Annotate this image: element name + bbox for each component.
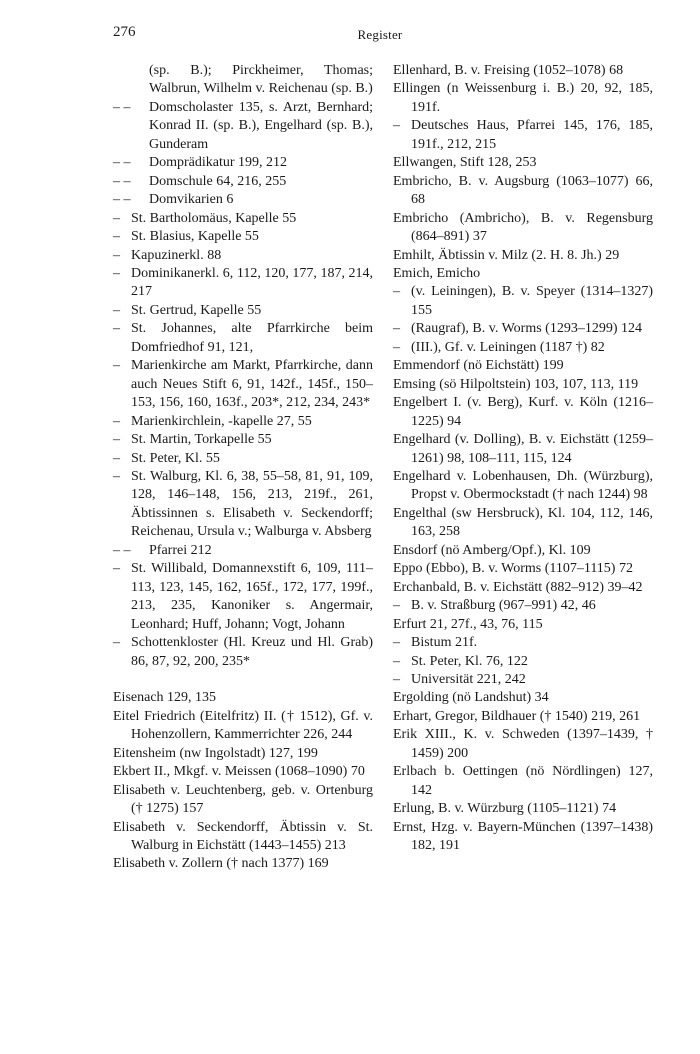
entry-dash: – xyxy=(113,229,120,245)
index-entry xyxy=(393,597,653,615)
entry-dash: – xyxy=(113,450,120,466)
index-entry xyxy=(393,431,653,468)
entry-text: Domschule 64, 216, 255 xyxy=(149,173,287,189)
entry-text: Schottenkloster (Hl. Kreuz und Hl. Grab) 86, 87, 92, 200, 235* xyxy=(131,635,373,669)
entry-text: Erhart, Gregor, Bildhauer († 1540) 219, 261 xyxy=(393,708,641,724)
index-entry xyxy=(393,357,653,375)
entry-dash: – xyxy=(393,118,400,134)
entry-text: Embricho (Ambricho), B. v. Regensburg (864–891) 37 xyxy=(393,210,653,245)
entry-text: Ernst, Hzg. v. Bayern-München (1397–1438) 182, 191 xyxy=(393,819,653,854)
entry-text: Erik XIII., K. v. Schweden (1397–1439, † 1459) 200 xyxy=(393,727,653,761)
entry-text: Erlbach b. Oettingen (nö Nördlingen) 127, 142 xyxy=(393,764,653,798)
entry-text: St. Willibald, Domannexstift 6, 109, 111–113, 123, 145, 162, 165f., 172, 177, 199f., 213, 235, Kanoniker s. Angermair, Leonhard; Huff, Johann; Vogt, Johann xyxy=(131,561,373,632)
entry-text: Engelbert I. (v. Berg), Kurf. v. Köln (1216–1225) 94 xyxy=(393,395,653,429)
index-entry xyxy=(393,505,653,542)
entry-text: Deutsches Haus, Pfarrei 145, 176, 185, 191f., 212, 215 xyxy=(411,118,653,152)
entry-text: Eisenach 129, 135 xyxy=(113,690,217,706)
index-entry xyxy=(393,819,653,856)
index-entry xyxy=(113,154,373,172)
entry-dash: – xyxy=(393,653,400,669)
entry-text: Erchanbald, B. v. Eichstätt (882–912) 39–42 xyxy=(393,579,643,595)
index-entry xyxy=(113,745,373,763)
index-entry xyxy=(393,468,653,505)
index-entry xyxy=(113,173,373,191)
index-entry xyxy=(393,542,653,560)
index-entry xyxy=(393,708,653,726)
entry-dash: – xyxy=(393,635,400,651)
entry-text: Eppo (Ebbo), B. v. Worms (1107–1115) 72 xyxy=(393,561,633,577)
entry-text: Engelhard (v. Dolling), B. v. Eichstätt (1259–1261) 98, 108–111, 115, 124 xyxy=(393,432,653,466)
entry-text: St. Bartholomäus, Kapelle 55 xyxy=(131,210,297,226)
index-entry xyxy=(393,154,653,172)
entry-dash: – xyxy=(113,413,120,429)
index-entry xyxy=(393,173,653,210)
entry-text: Engelthal (sw Hersbruck), Kl. 104, 112, 146, 163, 258 xyxy=(393,505,653,540)
index-entry xyxy=(113,689,373,707)
index-entry xyxy=(113,302,373,320)
index-entry xyxy=(113,228,373,246)
entry-text: Kapuzinerkl. 88 xyxy=(131,247,222,263)
entry-dash: – xyxy=(113,247,120,263)
entry-text: Domscholaster 135, s. Arzt, Bernhard; Konrad II. (sp. B.), Engelhard (sp. B.), Gunderam xyxy=(149,99,373,152)
index-entry xyxy=(393,376,653,394)
entry-text: (Raugraf), B. v. Worms (1293–1299) 124 xyxy=(411,321,643,337)
entry-gap xyxy=(113,671,373,689)
index-entry xyxy=(113,320,373,357)
entry-text: (v. Leiningen), B. v. Speyer (1314–1327) 155 xyxy=(411,284,653,318)
index-entry xyxy=(393,726,653,763)
index-column-right xyxy=(393,62,653,855)
entry-dash: – xyxy=(113,358,120,374)
entry-dash: – xyxy=(113,635,120,651)
entry-text: Domprädikatur 199, 212 xyxy=(149,155,288,171)
entry-text: Engelhard v. Lobenhausen, Dh. (Würzburg), Propst v. Obermockstadt († nach 1244) 98 xyxy=(393,468,653,503)
index-column-left xyxy=(113,62,373,874)
entry-text: Elisabeth v. Zollern († nach 1377) 169 xyxy=(113,856,329,872)
index-entry xyxy=(393,579,653,597)
entry-dash: – – xyxy=(113,192,131,208)
entry-dash: – xyxy=(113,265,120,281)
entry-text: Emich, Emicho xyxy=(393,265,481,281)
index-entry xyxy=(113,634,373,671)
index-entry xyxy=(113,191,373,209)
index-entry xyxy=(393,671,653,689)
index-entry xyxy=(113,708,373,745)
index-entry xyxy=(393,560,653,578)
entry-text: Emsing (sö Hilpoltstein) 103, 107, 113, 119 xyxy=(393,376,639,392)
running-head: Register xyxy=(357,27,403,42)
entry-dash: – – xyxy=(113,155,131,171)
entry-dash: – xyxy=(393,284,400,300)
index-entry xyxy=(113,247,373,265)
entry-text: St. Johannes, alte Pfarrkirche beim Domfriedhof 91, 121, xyxy=(131,321,373,355)
entry-dash: – xyxy=(113,321,120,337)
index-entry xyxy=(113,782,373,819)
index-entry xyxy=(393,763,653,800)
entry-text: St. Gertrud, Kapelle 55 xyxy=(131,302,262,318)
entry-text: St. Blasius, Kapelle 55 xyxy=(131,229,259,245)
entry-text: Erfurt 21, 27f., 43, 76, 115 xyxy=(393,616,543,632)
index-entry xyxy=(113,763,373,781)
entry-text: Ensdorf (nö Amberg/Opf.), Kl. 109 xyxy=(393,542,591,558)
entry-text: Pfarrei 212 xyxy=(149,542,212,558)
entry-text: Universität 221, 242 xyxy=(411,671,526,687)
index-entry xyxy=(113,468,373,542)
entry-dash: – – xyxy=(113,99,131,115)
index-entry xyxy=(113,99,373,154)
index-entry xyxy=(393,653,653,671)
entry-text: Ergolding (nö Landshut) 34 xyxy=(393,690,549,706)
index-entry xyxy=(113,210,373,228)
index-entry xyxy=(393,210,653,247)
index-entry xyxy=(393,634,653,652)
entry-text: Embricho, B. v. Augsburg (1063–1077) 66, 68 xyxy=(393,173,653,208)
entry-dash: – xyxy=(113,561,120,577)
entry-dash: – xyxy=(393,598,400,614)
index-entry xyxy=(393,394,653,431)
entry-dash: – – xyxy=(113,173,131,189)
entry-text: Ellenhard, B. v. Freising (1052–1078) 68 xyxy=(393,63,624,78)
entry-dash: – xyxy=(113,432,120,448)
entry-text: Domvikarien 6 xyxy=(149,192,234,208)
entry-text: Emhilt, Äbtissin v. Milz (2. H. 8. Jh.) 29 xyxy=(393,247,620,263)
entry-dash: – xyxy=(393,671,400,687)
entry-text: (sp. B.); Pirckheimer, Thomas; Walbrun, Wilhelm v. Reichenau (sp. B.) xyxy=(149,63,373,97)
index-entry xyxy=(113,431,373,449)
index-entry xyxy=(393,616,653,634)
entry-text: Marienkirchlein, -kapelle 27, 55 xyxy=(131,413,312,429)
entry-text: St. Peter, Kl. 76, 122 xyxy=(411,653,528,669)
index-entry xyxy=(393,117,653,154)
entry-dash: – xyxy=(113,302,120,318)
entry-text: Ellwangen, Stift 128, 253 xyxy=(393,155,537,171)
index-entry xyxy=(393,283,653,320)
entry-dash: – xyxy=(393,321,400,337)
page-header xyxy=(0,22,700,46)
entry-text: Eitel Friedrich (Eitelfritz) II. († 1512), Gf. v. Hohenzollern, Kammerrichter 226, 244 xyxy=(113,708,373,743)
index-entry xyxy=(393,689,653,707)
entry-dash: – xyxy=(393,339,400,355)
entry-text: St. Martin, Torkapelle 55 xyxy=(131,432,272,448)
entry-text: (III.), Gf. v. Leiningen (1187 †) 82 xyxy=(411,339,605,355)
page-number: 276 xyxy=(113,24,136,40)
index-entry xyxy=(113,357,373,412)
index-entry xyxy=(113,265,373,302)
entry-text: Elisabeth v. Leuchtenberg, geb. v. Ortenburg († 1275) 157 xyxy=(113,782,373,817)
entry-dash: – xyxy=(113,210,120,226)
entry-text: Erlung, B. v. Würzburg (1105–1121) 74 xyxy=(393,801,617,817)
index-entry xyxy=(113,819,373,856)
index-entry xyxy=(113,855,373,873)
index-entry xyxy=(113,542,373,560)
index-entry xyxy=(113,560,373,634)
index-entry xyxy=(113,62,373,99)
entry-text: Dominikanerkl. 6, 112, 120, 177, 187, 214, 217 xyxy=(131,265,373,300)
index-entry xyxy=(393,800,653,818)
entry-dash: – – xyxy=(113,542,131,558)
index-entry xyxy=(393,320,653,338)
index-entry xyxy=(393,80,653,117)
entry-text: Ellingen (n Weissenburg i. B.) 20, 92, 185, 191f. xyxy=(393,81,653,115)
entry-text: Eitensheim (nw Ingolstadt) 127, 199 xyxy=(113,745,318,761)
entry-text: St. Walburg, Kl. 6, 38, 55–58, 81, 91, 109, 128, 146–148, 156, 213, 219f., 261, Äbtissinnen s. Elisabeth v. Seckendorff; Reichenau, Ursula v.; Walburga v. Absberg xyxy=(131,468,373,540)
entry-text: B. v. Straßburg (967–991) 42, 46 xyxy=(411,598,596,614)
entry-text: St. Peter, Kl. 55 xyxy=(131,450,220,466)
entry-text: Bistum 21f. xyxy=(411,635,478,651)
entry-text: Elisabeth v. Seckendorff, Äbtissin v. St. Walburg in Eichstätt (1443–1455) 213 xyxy=(113,819,373,854)
index-entry xyxy=(393,339,653,357)
index-entry xyxy=(113,450,373,468)
index-entry xyxy=(393,265,653,283)
entry-text: Ekbert II., Mkgf. v. Meissen (1068–1090) 70 xyxy=(113,764,365,780)
index-entry xyxy=(393,247,653,265)
entry-text: Marienkirche am Markt, Pfarrkirche, dann auch Neues Stift 6, 91, 142f., 145f., 150–153, 156, 160, 163f., 203*, 212, 234, 243* xyxy=(131,358,373,411)
entry-text: Emmendorf (nö Eichstätt) 199 xyxy=(393,358,564,374)
entry-dash: – xyxy=(113,468,120,484)
index-entry xyxy=(113,413,373,431)
index-entry xyxy=(393,62,653,80)
